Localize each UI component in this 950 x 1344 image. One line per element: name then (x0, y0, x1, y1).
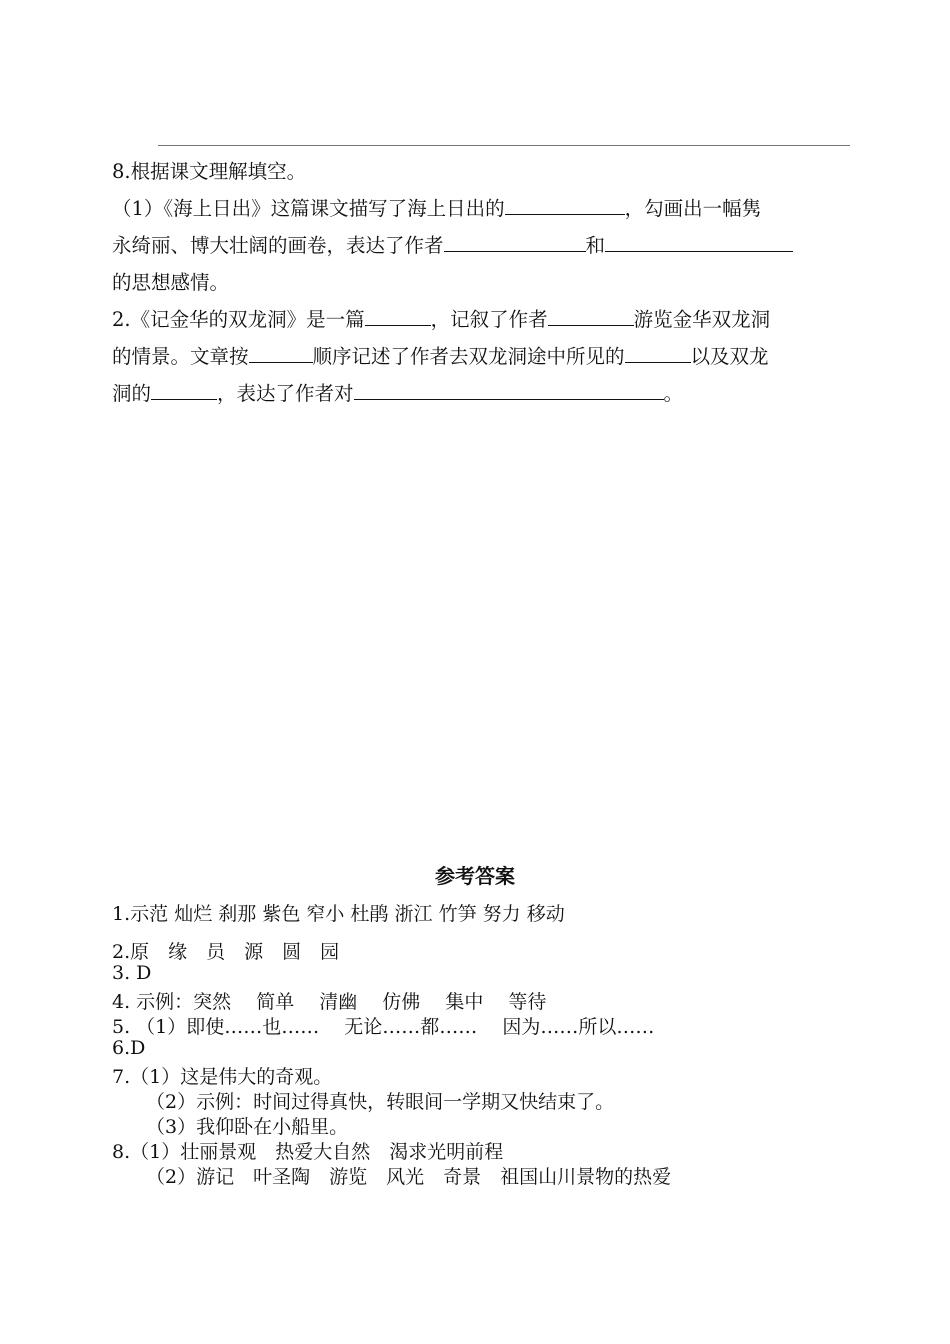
question-text: 2.《记金华的双龙洞》是一篇 (112, 308, 365, 331)
answer-8-1: 8.（1）壮丽景观 热爱大自然 渴求光明前程 (112, 1141, 504, 1163)
question-text: 。 (663, 382, 684, 405)
answer-blank[interactable] (249, 344, 313, 363)
question-text: （1）《海上日出》这篇课文描写了海上日出的 (112, 197, 505, 220)
answer-blank[interactable] (365, 307, 431, 326)
answer-5: 5. （1）即使……也…… 无论……都…… 因为……所以…… (112, 1016, 655, 1038)
answer-word: 竹笋 (438, 903, 477, 925)
answers-title: 参考答案 (435, 864, 515, 888)
question-text: 游览金华双龙洞 (633, 308, 771, 331)
question-8-2-line-3 (112, 378, 850, 406)
question-text: 永绮丽、博大壮阔的画卷，表达了作者 (112, 234, 444, 257)
answer-blank[interactable] (151, 381, 217, 400)
answer-word: 刹那 (218, 903, 257, 925)
question-8-1-line-2 (112, 230, 850, 258)
answer-word: 紫色 (262, 903, 301, 925)
answer-word: 浙江 (394, 903, 433, 925)
question-text: 的情景。文章按 (112, 345, 249, 368)
answer-word: 杜鹃 (350, 903, 389, 925)
question-text: 顺序记述了作者去双龙洞途中所见的 (312, 345, 625, 368)
question-text: ，勾画出一幅隽 (624, 197, 762, 220)
question-text: 洞的 (112, 382, 152, 405)
answer-7-3: （3）我仰卧在小船里。 (146, 1116, 349, 1138)
answer-7-1: 7.（1）这是伟大的奇观。 (112, 1066, 333, 1088)
answer-blank[interactable] (548, 307, 634, 326)
question-8-title: 8.根据课文理解填空。 (112, 160, 307, 183)
answer-blank[interactable] (505, 196, 625, 215)
question-text: ，记叙了作者 (430, 308, 548, 331)
answer-4: 4. 示例：突然 简单 清幽 仿佛 集中 等待 (112, 991, 547, 1013)
answer-blank[interactable] (354, 381, 664, 400)
answer-1 (112, 899, 565, 926)
question-8-2-line-1 (112, 304, 850, 332)
answer-8-2: （2）游记 叶圣陶 游览 风光 奇景 祖国山川景物的热爱 (146, 1166, 672, 1188)
answer-blank[interactable] (605, 233, 793, 252)
question-8-1-line-1 (112, 193, 850, 221)
question-text: 以及双龙 (690, 345, 769, 368)
answer-word: 窄小 (306, 903, 345, 925)
header-rule (158, 145, 850, 146)
answer-3: 3. D (112, 962, 152, 984)
answer-number: 1. (112, 903, 131, 925)
answer-7-2: （2）示例：时间过得真快，转眼间一学期又快结束了。 (146, 1091, 615, 1113)
answer-2: 2.原 缘 员 源 圆 园 (112, 941, 340, 963)
question-text: 和 (585, 234, 606, 257)
answer-word: 移动 (526, 903, 565, 925)
question-text: ，表达了作者对 (217, 382, 354, 405)
answer-blank[interactable] (625, 344, 691, 363)
answer-word: 灿烂 (174, 903, 213, 925)
answer-6: 6.D (112, 1037, 146, 1059)
question-8-1-line-3: 的思想感情。 (112, 271, 230, 294)
answer-word: 示范 (130, 903, 169, 925)
answer-blank[interactable] (444, 233, 586, 252)
answer-word: 努力 (482, 903, 521, 925)
question-8-2-line-2 (112, 341, 850, 369)
